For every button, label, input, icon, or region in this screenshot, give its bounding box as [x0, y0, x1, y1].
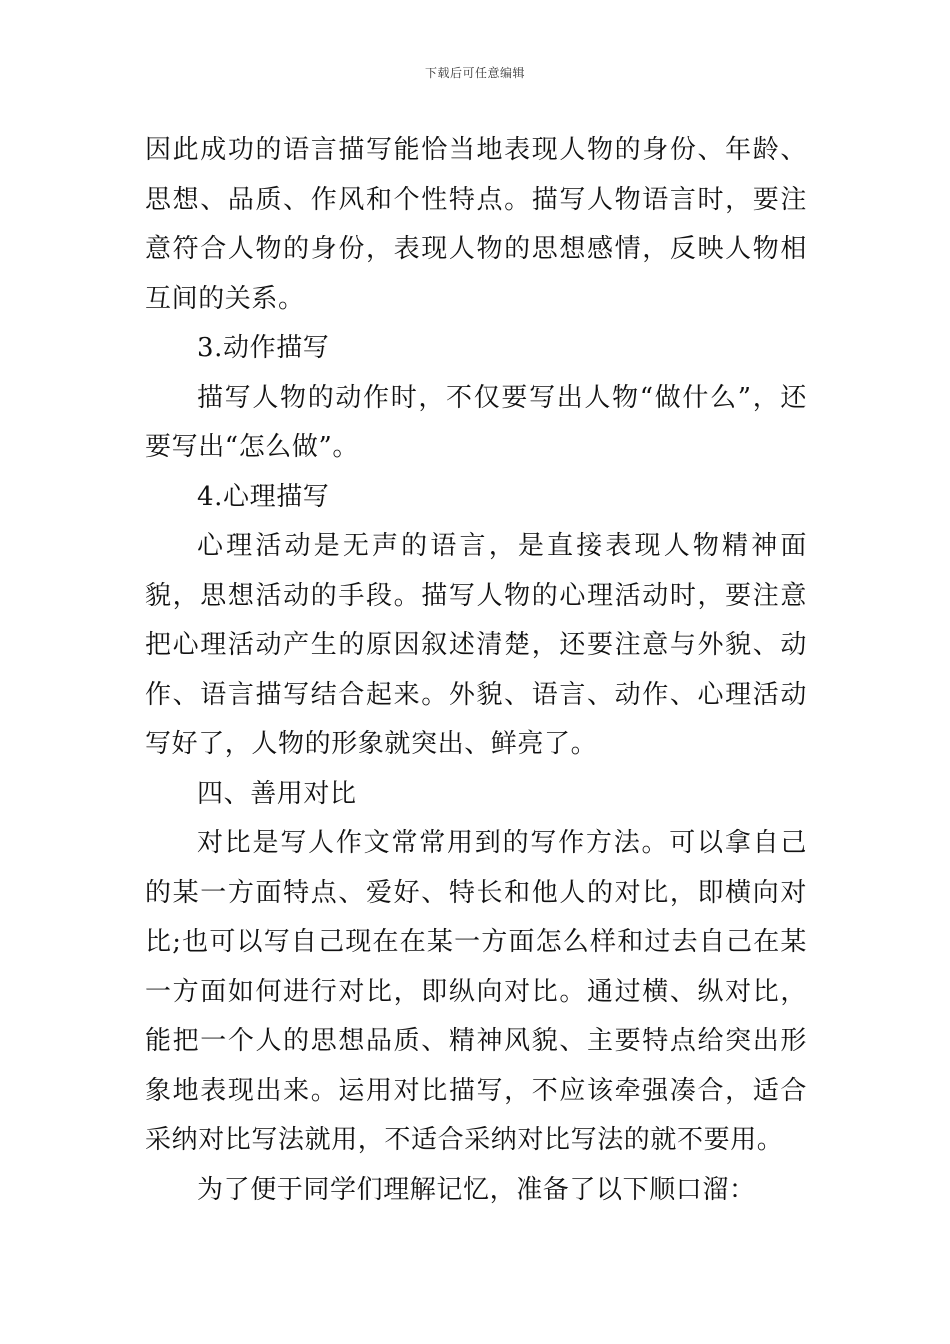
paragraph-language-description: 因此成功的语言描写能恰当地表现人物的身份、年龄、思想、品质、作风和个性特点。描写人物语言时，要注意符合人物的身份，表现人物的思想感情，反映人物相互间的关系。: [145, 135, 807, 314]
document-body: [145, 126, 807, 1215]
section-heading-psychology: 4.心理描写: [197, 481, 330, 512]
paragraph-contrast-description: 对比是写人作文常常用到的写作方法。可以拿自己的某一方面特点、爱好、特长和他人的对比，即横向对比;也可以写自己现在在某一方面怎么样和过去自己在某一方面如何进行对比，即纵向对比。通过横、纵对比，能把一个人的思想品质、精神风貌、主要特点给突出形象地表现出来。运用对比描写，不应该牵强凑合，适合采纳对比写法就用，不适合采纳对比写法的就不要用。: [145, 828, 807, 1155]
section-heading-action: 3.动作描写: [197, 333, 330, 363]
paragraph-action-description: 描写人物的动作时，不仅要写出人物“做什么”，还要写出“怎么做”。: [145, 382, 807, 462]
page-header: 下载后可任意编辑: [424, 66, 525, 80]
section-heading-contrast: 四、善用对比: [197, 778, 357, 809]
paragraph-closing: 为了便于同学们理解记忆，准备了以下顺口溜：: [197, 1174, 756, 1205]
paragraph-psychology-description: 心理活动是无声的语言，是直接表现人物精神面貌，思想活动的手段。描写人物的心理活动时，要注意把心理活动产生的原因叙述清楚，还要注意与外貌、动作、语言描写结合起来。外貌、语言、动作、心理活动写好了，人物的形象就突出、鲜亮了。: [145, 531, 807, 759]
